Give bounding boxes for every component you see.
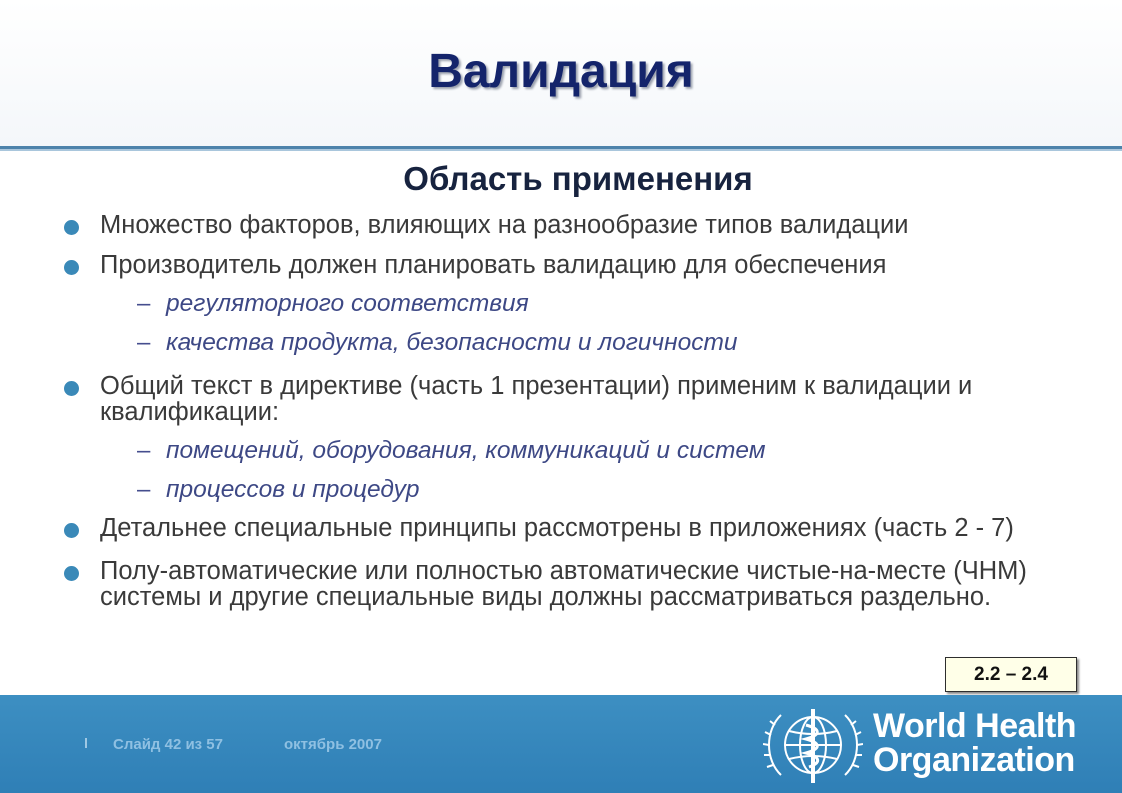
bullet-text: Производитель должен планировать валидацию для обеспечения	[100, 251, 887, 279]
bullet-dot-icon	[64, 381, 79, 396]
bullet-dot-icon	[64, 220, 79, 235]
org-name-line2: Organization	[873, 741, 1075, 779]
title-area	[0, 0, 1122, 146]
footer-bar	[0, 695, 1122, 793]
sub-item-text: помещений, оборудования, коммуникаций и систем	[166, 437, 766, 464]
footer-date: октябрь 2007	[284, 736, 382, 753]
bullet-text-continued: квалификации:	[100, 398, 280, 426]
dash-marker: –	[137, 290, 151, 317]
footer-separator	[85, 738, 87, 748]
bullet-text: Общий текст в директиве (часть 1 презентации) применим к валидации и	[100, 372, 973, 400]
bullet-dot-icon	[64, 566, 79, 581]
sub-item-text: качества продукта, безопасности и логичности	[166, 329, 738, 356]
bullet-dot-icon	[64, 523, 79, 538]
title-divider-shadow	[0, 149, 1122, 151]
bullet-dot-icon	[64, 260, 79, 275]
slide-counter: Слайд 42 из 57	[113, 736, 223, 753]
dash-marker: –	[137, 476, 151, 503]
org-name-line1: World Health	[873, 707, 1077, 745]
bullet-text: Детальнее специальные принципы рассмотрены в приложениях (часть 2 - 7)	[100, 514, 1014, 542]
dash-marker: –	[137, 437, 151, 464]
slide-title: Валидация	[428, 45, 694, 98]
who-emblem-icon	[763, 705, 863, 785]
bullet-text: Полу-автоматические или полностью автоматические чистые-на-месте (ЧНМ)	[100, 557, 1027, 585]
bullet-text-continued: системы и другие специальные виды должны рассматриваться раздельно.	[100, 583, 992, 611]
sub-item-text: процессов и процедур	[166, 476, 420, 503]
reference-box: 2.2 – 2.4	[945, 657, 1077, 692]
bullet-text: Множество факторов, влияющих на разнообразие типов валидации	[100, 211, 909, 239]
sub-item-text: регуляторного соответствия	[166, 290, 529, 317]
dash-marker: –	[137, 329, 151, 356]
slide-subtitle: Область применения	[403, 160, 753, 197]
